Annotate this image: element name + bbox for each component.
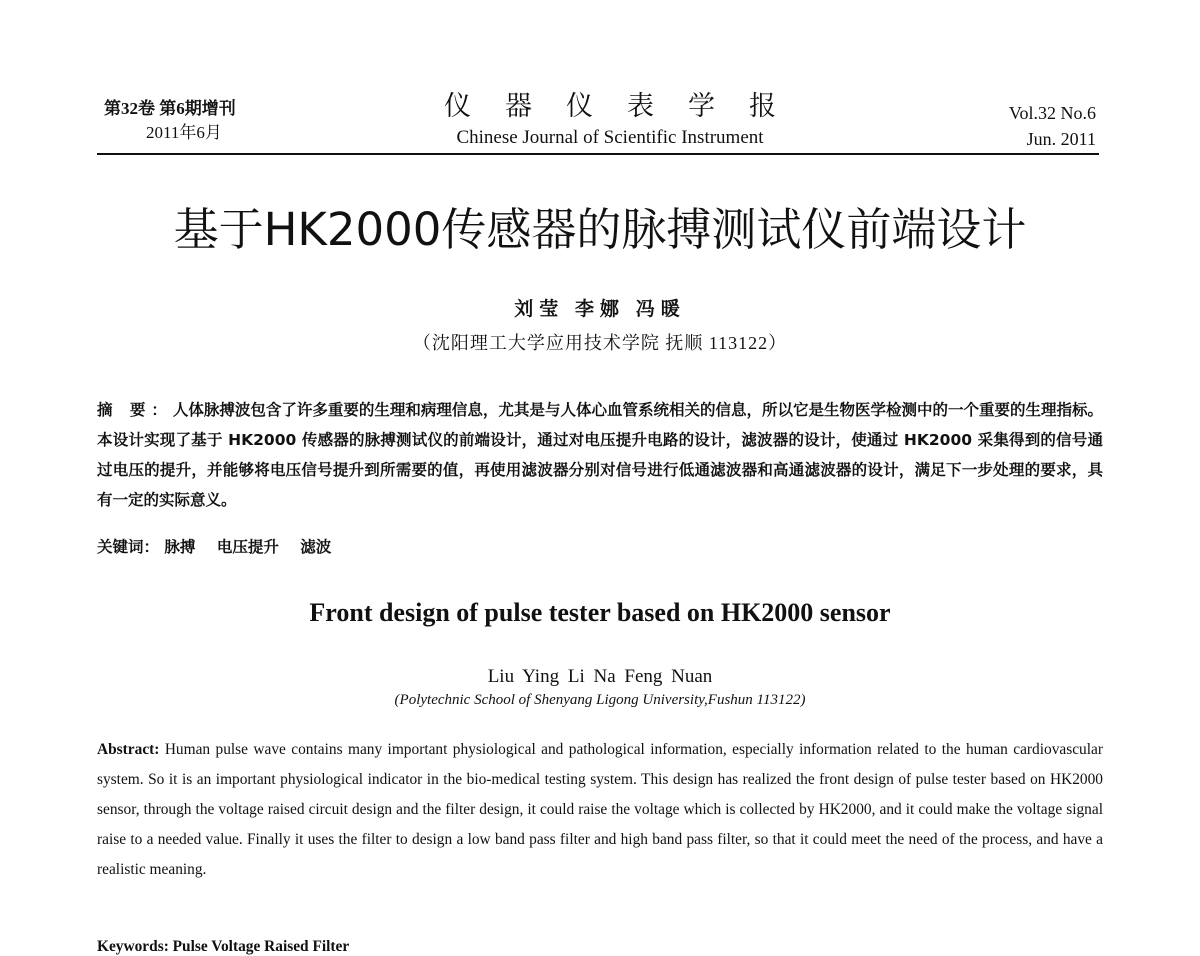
affiliation-en: (Polytechnic School of Shenyang Ligong University,Fushun 113122) xyxy=(394,692,806,708)
header-volume-en xyxy=(1009,100,1096,152)
authors-cn: 刘莹 李娜 冯暖 xyxy=(514,299,686,320)
journal-title-cn: 仪器仪表学报 xyxy=(444,91,810,122)
date-cn: 2011年6月 xyxy=(146,123,222,142)
abstract-cn-text: 人体脉搏波包含了许多重要的生理和病理信息，尤其是与人体心血管系统相关的信息，所以它是生物医学检测中的一个重要的生理指标。本设计实现了基于 HK2000 传感器的脉搏测试仪的前端设计，通过对电压提升电路的设计，滤波器的设计，使通过 HK2000 采集得到的信号通过电压的提升，并能够将电压信号提升到所需要的值，再使用滤波器分别对信号进行低通滤波器和高通滤波器的设计，满足下一步处理的要求，具有一定的实际意义。 xyxy=(97,401,1103,509)
date-en: Jun. 2011 xyxy=(1026,129,1096,149)
keyword-cn: 脉搏 xyxy=(164,538,196,556)
volume-issue-en: Vol.32 No.6 xyxy=(1008,103,1096,123)
journal-title-en: Chinese Journal of Scientific Instrument xyxy=(456,127,764,148)
header-volume-cn xyxy=(104,97,236,145)
abstract-en xyxy=(97,735,1103,885)
abstract-cn xyxy=(97,395,1103,515)
keyword-cn: 滤波 xyxy=(300,538,332,556)
volume-issue-cn: 第32卷 第6期增刊 xyxy=(104,99,236,118)
keyword-cn: 电压提升 xyxy=(216,538,279,556)
article-title-en: Front design of pulse tester based on HK2000 sensor xyxy=(309,598,891,627)
header-rule xyxy=(97,153,1099,155)
journal-masthead xyxy=(380,90,840,150)
affiliation-cn: （沈阳理工大学应用技术学院 抚顺 113122） xyxy=(412,333,788,353)
keywords-cn-label: 关键词： xyxy=(97,538,160,556)
abstract-cn-label: 摘 要： xyxy=(97,401,173,419)
keywords-cn xyxy=(97,535,347,557)
keywords-en: Keywords: Pulse Voltage Raised Filter xyxy=(97,938,350,955)
abstract-en-label: Abstract: xyxy=(97,741,160,758)
authors-en: Liu Ying Li Na Feng Nuan xyxy=(487,666,713,687)
article-title-cn: 基于HK2000传感器的脉搏测试仪前端设计 xyxy=(173,203,1027,256)
abstract-en-text: Human pulse wave contains many important physiological and pathological information, especially information related to the human cardiovascular system. So it is an important physiological indicator in the bio-medical testing system. This design has realized the front design of pulse tester based on HK2000 sensor, through the voltage raised circuit design and the filter design, it could raise the voltage which is collected by HK2000, and it could make the voltage signal raise to a needed value. Finally it uses the filter to design a low band pass filter and high band pass filter, so that it could meet the need of the process, and have a realistic meaning. xyxy=(97,741,1103,878)
